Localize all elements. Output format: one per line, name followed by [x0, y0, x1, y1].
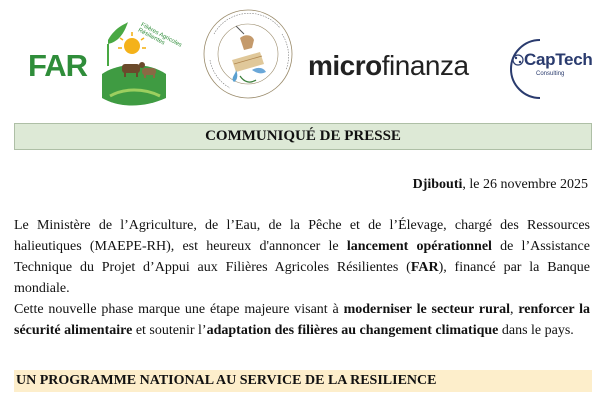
paragraph-bold: adaptation des filières au changement climatique — [206, 323, 499, 338]
document-title: COMMUNIQUÉ DE PRESSE — [14, 123, 592, 150]
ministry-emblem — [200, 4, 296, 110]
far-logo-arc-text: Filières Agricoles Résilientes — [136, 22, 183, 49]
ministry-emblem-icon — [200, 4, 296, 110]
paragraph-bold: lancement opérationnel — [346, 239, 492, 254]
paragraph-text: et soutenir l’ — [132, 323, 207, 338]
captech-logo-tagline: Consulting — [536, 71, 565, 77]
microfinanza-logo-part1: micro — [308, 50, 382, 81]
paragraph-bold: FAR — [410, 260, 439, 275]
section-heading: UN PROGRAMME NATIONAL AU SERVICE DE LA RESILIENCE — [14, 370, 592, 392]
microfinanza-logo — [308, 50, 470, 82]
paragraph-bold: renforcer la sécurité alimentaire — [14, 302, 591, 338]
microfinanza-logo-part2: finanza — [381, 50, 469, 81]
captech-logo — [496, 34, 593, 104]
dateline — [413, 176, 588, 194]
paragraph-text: Le Ministère de l’Agriculture, de l’Eau, de la Pêche et de l’Élevage, chargé des Ressources halieutiques (MAEPE-RH), est heureux d'annoncer le — [14, 218, 590, 254]
paragraph-text: dans le pays. — [498, 323, 574, 338]
paragraph-objectives — [14, 299, 590, 341]
header-logos — [0, 0, 600, 120]
dateline-date: , le 26 novembre 2025 — [462, 177, 588, 192]
paragraph-text: de l’Assistance Technique du Projet d’Appui aux Filières Agricoles Résilientes ( — [14, 239, 590, 275]
captech-logo-text: CapTech — [524, 50, 593, 69]
paragraph-text: , — [509, 302, 519, 317]
far-logo-text: FAR — [28, 48, 87, 83]
far-logo — [24, 18, 183, 106]
paragraph-bold: moderniser le secteur rural — [343, 302, 510, 317]
paragraph-text: ), financé par la Banque mondiale. — [14, 260, 590, 296]
paragraph-text: Cette nouvelle phase marque une étape majeure visant à — [14, 302, 344, 317]
dateline-place: Djibouti — [412, 177, 463, 192]
paragraph-intro — [14, 215, 590, 299]
